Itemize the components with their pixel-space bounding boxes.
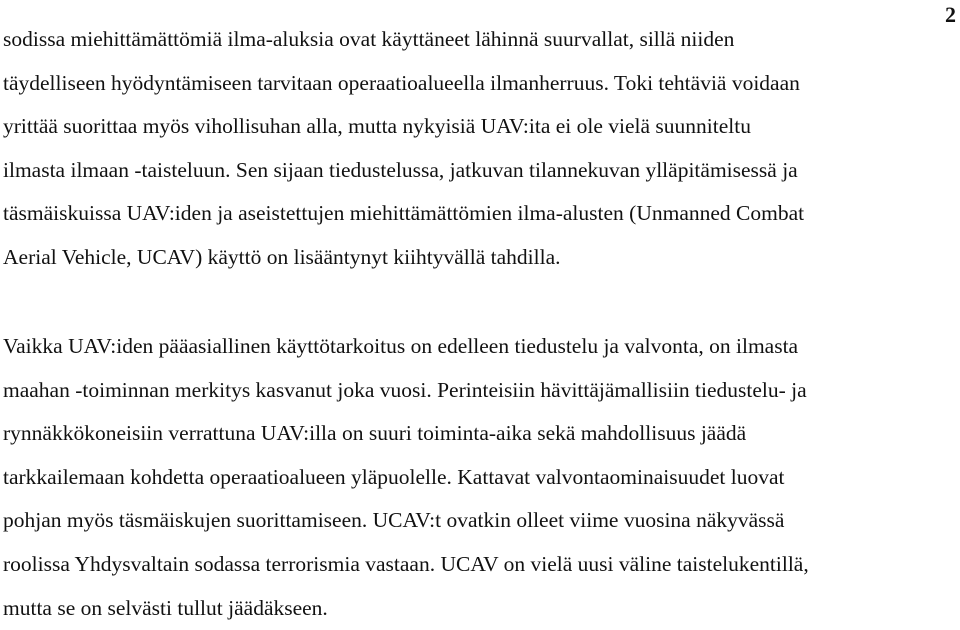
text-line: roolissa Yhdysvaltain sodassa terrorismia vastaan. UCAV on vielä uusi väline taistelukentillä, [3,551,809,576]
text-line: maahan -toiminnan merkitys kasvanut joka vuosi. Perinteisiin hävittäjämallisiin tiedustelu- ja [3,377,807,402]
text-line: rynnäkkökoneisiin verrattuna UAV:illa on suuri toiminta-aika sekä mahdollisuus jäädä [3,421,747,446]
page-number: 2 [945,2,956,27]
text-line: pohjan myös täsmäiskujen suorittamiseen. UCAV:t ovatkin olleet viime vuosina näkyvässä [3,508,785,533]
text-line: täydelliseen hyödyntämiseen tarvitaan operaatioalueella ilmanherruus. Toki tehtäviä voidaan [3,70,800,95]
text-line: mutta se on selvästi tullut jäädäkseen. [3,595,328,620]
text-line: yrittää suorittaa myös vihollisuhan alla, mutta nykyisiä UAV:ita ei ole vielä suunniteltu [3,114,751,139]
text-line: Vaikka UAV:iden pääasiallinen käyttötarkoitus on edelleen tiedustelu ja valvonta, on ilmasta [3,334,799,358]
text-line: tarkkailemaan kohdetta operaatioalueen yläpuolelle. Kattavat valvontaominaisuudet luovat [3,464,785,489]
text-line: ilmasta ilmaan -taisteluun. Sen sijaan tiedustelussa, jatkuvan tilannekuvan ylläpitämisessä ja [3,157,798,182]
text-line: Aerial Vehicle, UCAV) käyttö on lisääntynyt kiihtyvällä tahdilla. [3,244,561,269]
text-line: täsmäiskuissa UAV:iden ja aseistettujen miehittämättömien ilma-alusten (Unmanned Combat [3,201,805,226]
paragraph-2 [3,325,958,630]
paragraph-1 [3,18,958,280]
text-line: sodissa miehittämättömiä ilma-aluksia ovat käyttäneet lähinnä suurvallat, sillä niiden [3,27,735,51]
